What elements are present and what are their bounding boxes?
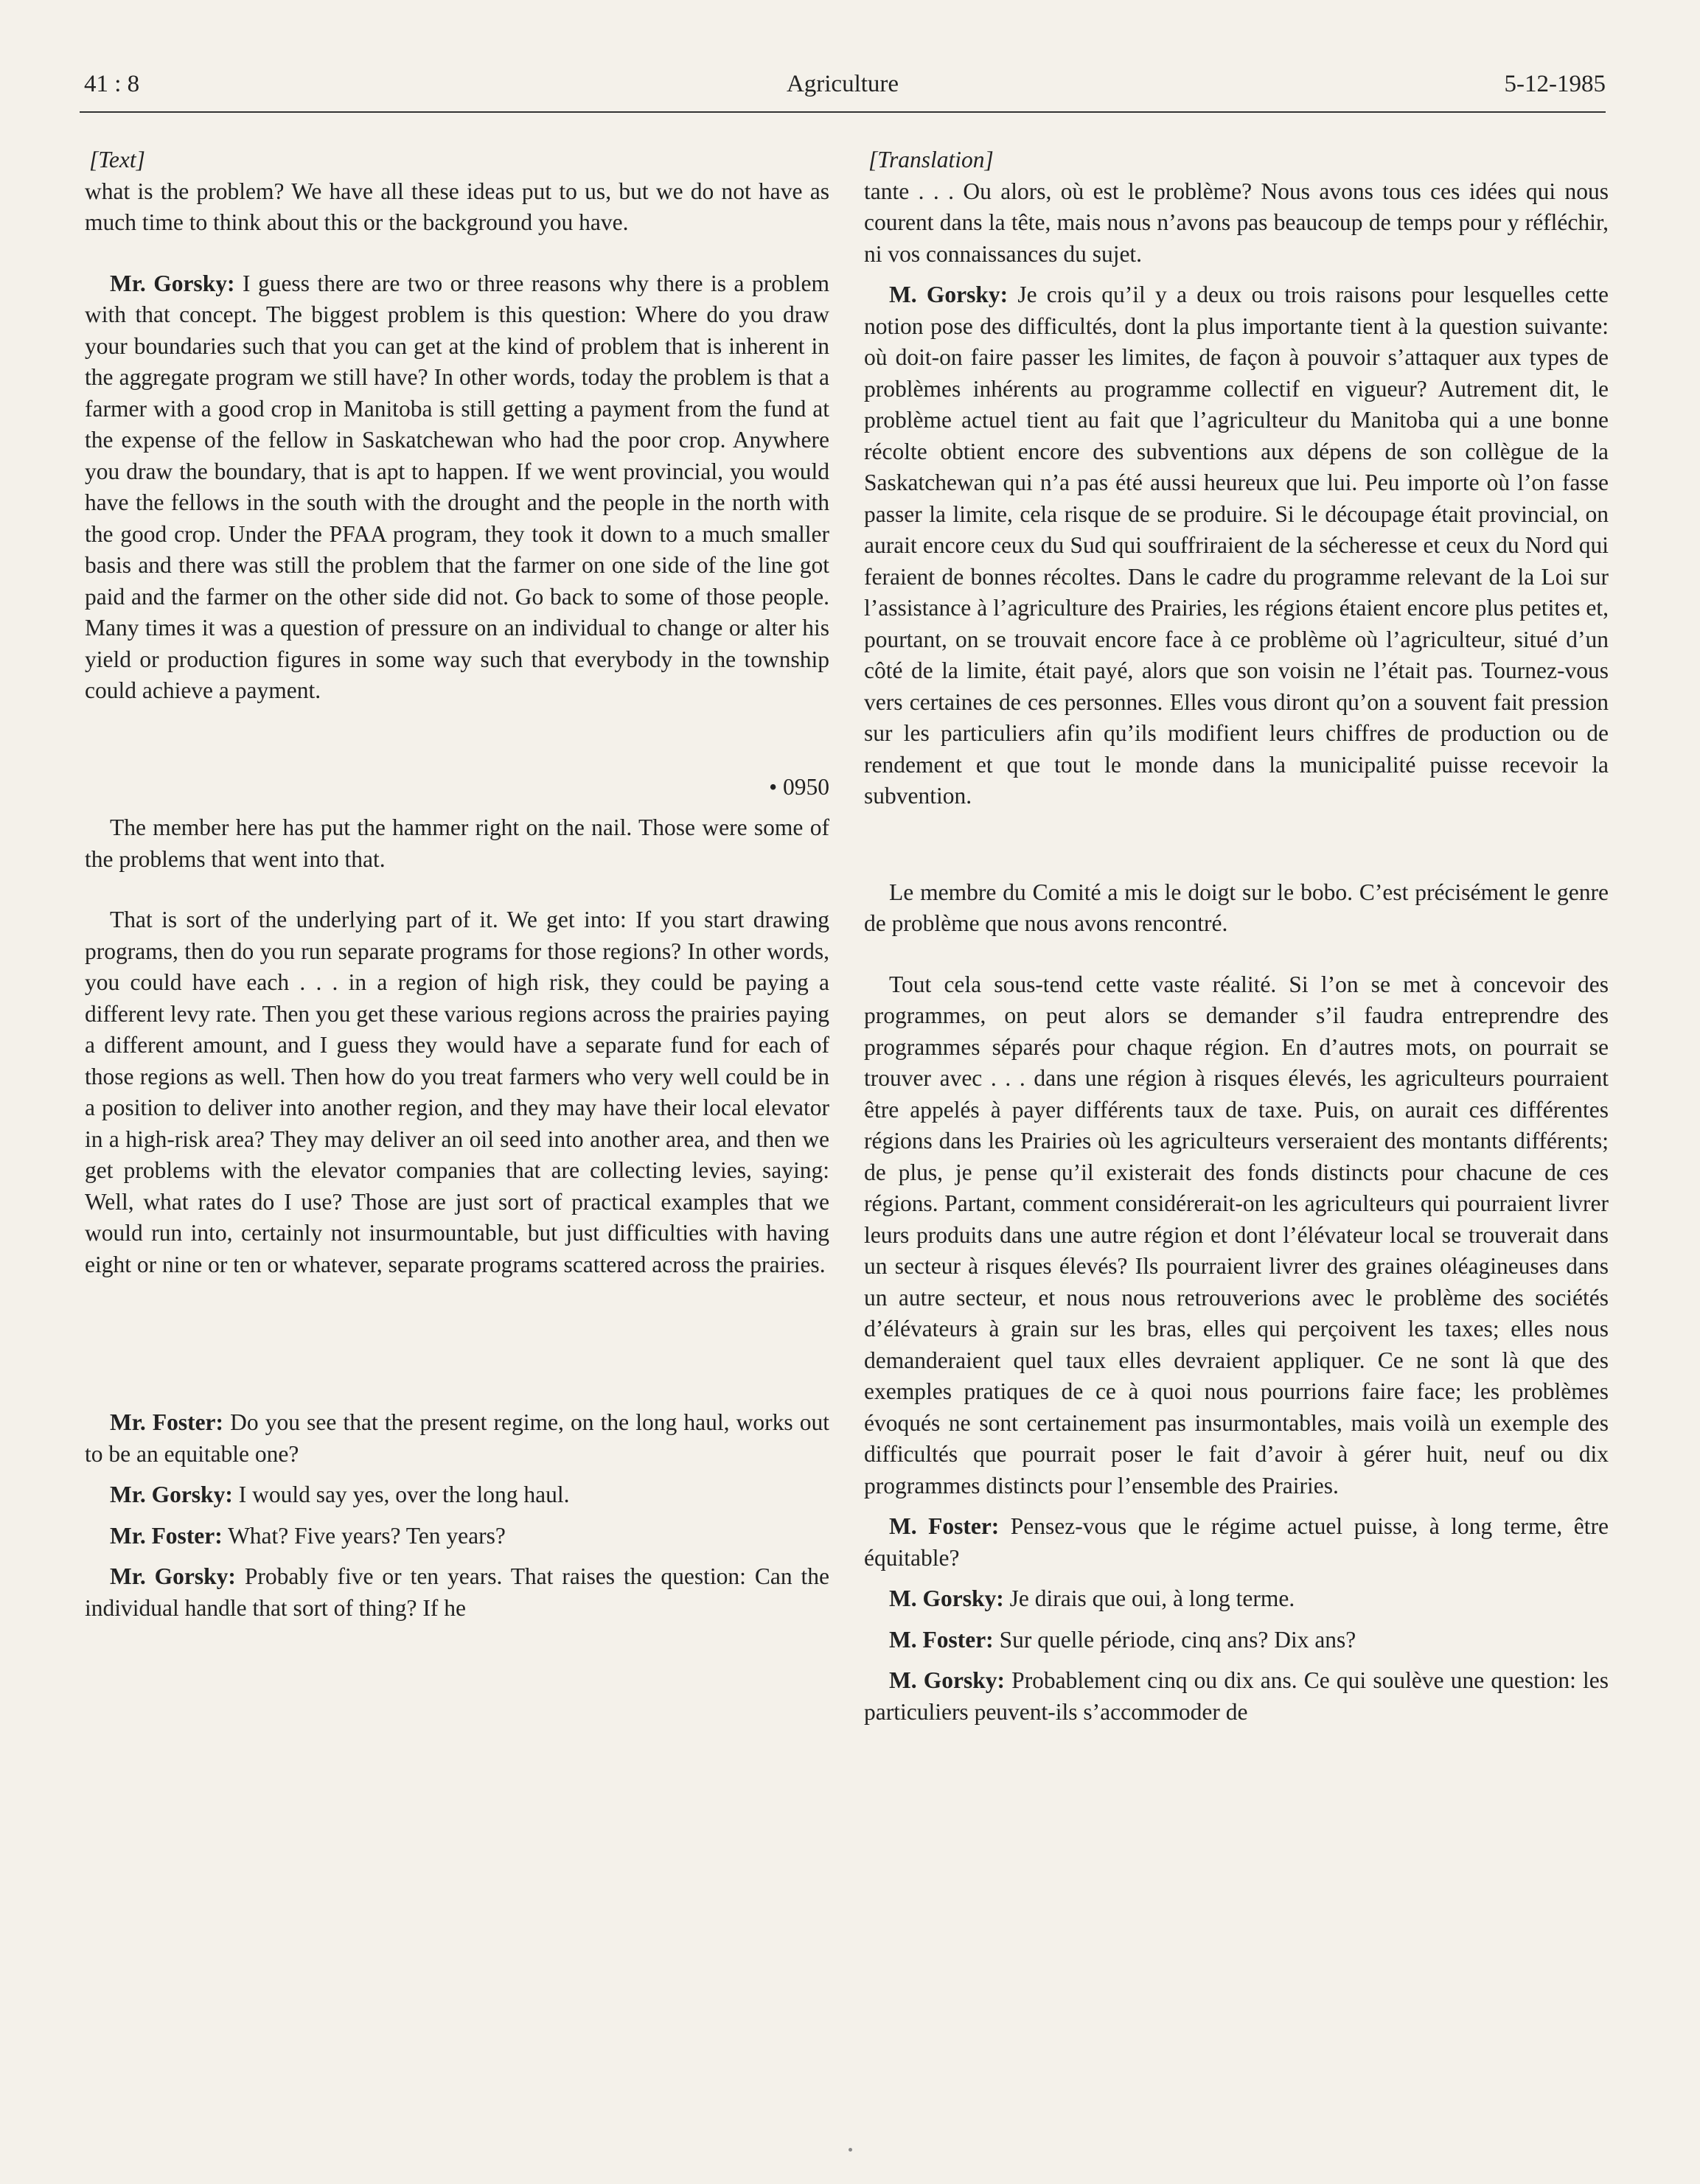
speaker-paragraph [864,279,1609,812]
speaker-name: M. Gorsky: [889,1585,1004,1611]
speech-text: Probablement cinq ou dix ans. Ce qui soulève une question: les particuliers peuvent-ils s’accommoder de [864,1667,1609,1725]
speaker-paragraph [864,1625,1609,1656]
speech-text: Je dirais que oui, à long terme. [1003,1585,1295,1611]
english-column [85,144,829,1624]
language-label: [Translation] [868,147,994,172]
language-label: [Text] [89,147,145,172]
speaker-name: M. Gorsky: [889,1667,1006,1693]
page-title: Agriculture [786,71,899,97]
speaker-paragraph [864,1583,1609,1615]
paragraph: That is sort of the underlying part of it. We get into: If you start drawing programs, then do you run separate programs for those regions? In other words, you could have each . . . in a region of high risk, they could be paying a different levy rate. Then you get these various regions across the prairies paying a different amount, and I guess they would have a separate fund for each of those regions as well. Then how do you treat farmers who very well could be in a position to deliver into another region, and they may have their local elevator in a high-risk area? They may deliver an oil seed into another area, and then we get problems with the elevator companies that are collecting levies, saying: Well, what rates do I use? Those are just sort of practical examples that we would run into, certainly not insurmountable, but just difficulties with having eight or nine or ten or whatever, separate programs scattered across the prairies. [85,907,829,1277]
speech-text: Probably five or ten years. That raises the question: Can the individual handle that sort of thing? If he [85,1563,829,1621]
speaker-paragraph [85,1479,829,1511]
speaker-name: Mr. Gorsky: [110,1563,236,1589]
time-marker: • 0950 [769,773,829,800]
speaker-paragraph [864,1665,1609,1728]
header-rule [80,111,1606,113]
paragraph: what is the problem? We have all these ideas put to us, but we do not have as much time to think about this or the background you have. [85,178,829,235]
speaker-paragraph [864,1511,1609,1574]
speaker-paragraph [85,1407,829,1470]
speaker-name: Mr. Foster: [110,1409,224,1435]
paragraph: tante . . . Ou alors, où est le problème? Nous avons tous ces idées qui nous courent dans la tête, mais nous n’avons pas beaucoup de temps pour y réfléchir, ni vos connaissances du sujet. [864,178,1609,267]
speaker-name: Mr. Gorsky: [110,270,235,296]
page-header [80,71,1606,115]
speaker-name: M. Foster: [889,1513,1000,1539]
speech-text: Je crois qu’il y a deux ou trois raisons pour lesquelles cette notion pose des difficultés, dont la plus importante tient à la question suivante: où doit-on faire passer les limites, de façon à pouvoir s’attaquer aux types de problèmes inhérents au programme collectif en vigueur? Autrement dit, le problème actuel tient au fait que l’agriculteur du Manitoba qui a une bonne récolte obtient encore des subventions aux dépens de son collègue de la Saskatchewan qui n’a pas été aussi heureux que lui. Peu importe où l’on fasse passer la limite, cela risque de se produire. Si le découpage était provincial, on aurait encore ceux du Sud qui souffriraient de la sécheresse et ceux du Nord qui feraient de bonnes récoltes. Dans le cadre du programme relevant de la Loi sur l’assistance à l’agriculture des Prairies, les régions étaient encore plus petites et, pourtant, on se trouvait encore face à ce problème où l’agriculteur, situé d’un côté de la limite, était payé, alors que son voisin ne l’était pas. Tournez-vous vers certaines de ces personnes. Elles vous diront qu’on a souvent fait pression sur les particuliers afin qu’ils modifient leurs chiffres de production ou de rendement et que tout le monde dans la municipalité puisse recevoir la subvention. [864,282,1609,809]
speaker-paragraph [85,1561,829,1624]
french-column [864,144,1609,1728]
speaker-name: Mr. Gorsky: [110,1482,233,1507]
paragraph: The member here has put the hammer right on the nail. Those were some of the problems that went into that. [85,814,829,872]
page-number: 41 : 8 [84,71,140,97]
speech-text: What? Five years? Ten years? [222,1522,506,1549]
speaker-paragraph [85,1521,829,1552]
page-date: 5-12-1985 [1504,71,1606,97]
speech-text: Do you see that the present regime, on the long haul, works out to be an equitable one? [85,1409,829,1467]
speech-text: I would say yes, over the long haul. [232,1482,570,1507]
paragraph: Tout cela sous-tend cette vaste réalité. Si l’on se met à concevoir des programmes, on peut alors se demander s’il faudra entreprendre des programmes séparés pour chaque région. En d’autres mots, on pourrait se trouver avec . . . dans une région à risques élevés, les agriculteurs pourraient être appelés à payer différents taux de taxe. Puis, on aurait ces différentes régions dans les Prairies où les agriculteurs verseraient des montants différents; de plus, je pense qu’il existerait des fonds distincts pour chacune de ces régions. Partant, comment considérerait-on les agriculteurs qui pourraient livrer leurs produits dans une autre région et dont l’élévateur local se trouverait dans un secteur à risques élevés? Ils pourraient livrer des graines oléagineuses dans un autre secteur, et nous nous retrouverions avec le problème des sociétés d’élévateurs à grain sur les bras, elles qui perçoivent les taxes; elles nous demanderaient quel taux elles devraient appliquer. Ce ne sont là que des exemples pratiques de ce à quoi nous pourrions faire face; les problèmes évoqués ne sont certainement pas insurmontables, mais voilà un exemple des difficultés que pourrait poser le fait d’avoir à gérer huit, neuf ou dix programmes distincts pour l’ensemble des Prairies. [864,971,1609,1499]
speaker-name: M. Foster: [889,1626,994,1653]
speech-text: Pensez-vous que le régime actuel puisse, à long terme, être équitable? [864,1513,1609,1571]
speaker-name: M. Gorsky: [889,282,1008,307]
speech-text: I guess there are two or three reasons why there is a problem with that concept. The biggest problem is this question: Where do you draw your boundaries such that you can get at the kind of problem that is inherent in the aggregate program we still have? In other words, today the problem is that a farmer with a good crop in Manitoba is still getting a payment from the fund at the expense of the fellow in Saskatchewan who had the poor crop. Anywhere you draw the boundary, that is apt to happen. If we went provincial, you would have the fellows in the south with the drought and the people in the north with the good crop. Under the PFAA program, they took it down to a much smaller basis and there was still the problem that the farmer on one side of the line got paid and the farmer on the other side did not. Go back to some of those people. Many times it was a question of pressure on an individual to change or alter his yield or production figures in some way such that everybody in the township could achieve a payment. [85,270,829,703]
page-speck [849,2148,852,2152]
speaker-name: Mr. Foster: [110,1522,223,1549]
paragraph: Le membre du Comité a mis le doigt sur le bobo. C’est précisément le genre de problème que nous avons rencontré. [864,879,1609,936]
speech-text: Sur quelle période, cinq ans? Dix ans? [993,1626,1356,1653]
speaker-paragraph [85,268,829,707]
